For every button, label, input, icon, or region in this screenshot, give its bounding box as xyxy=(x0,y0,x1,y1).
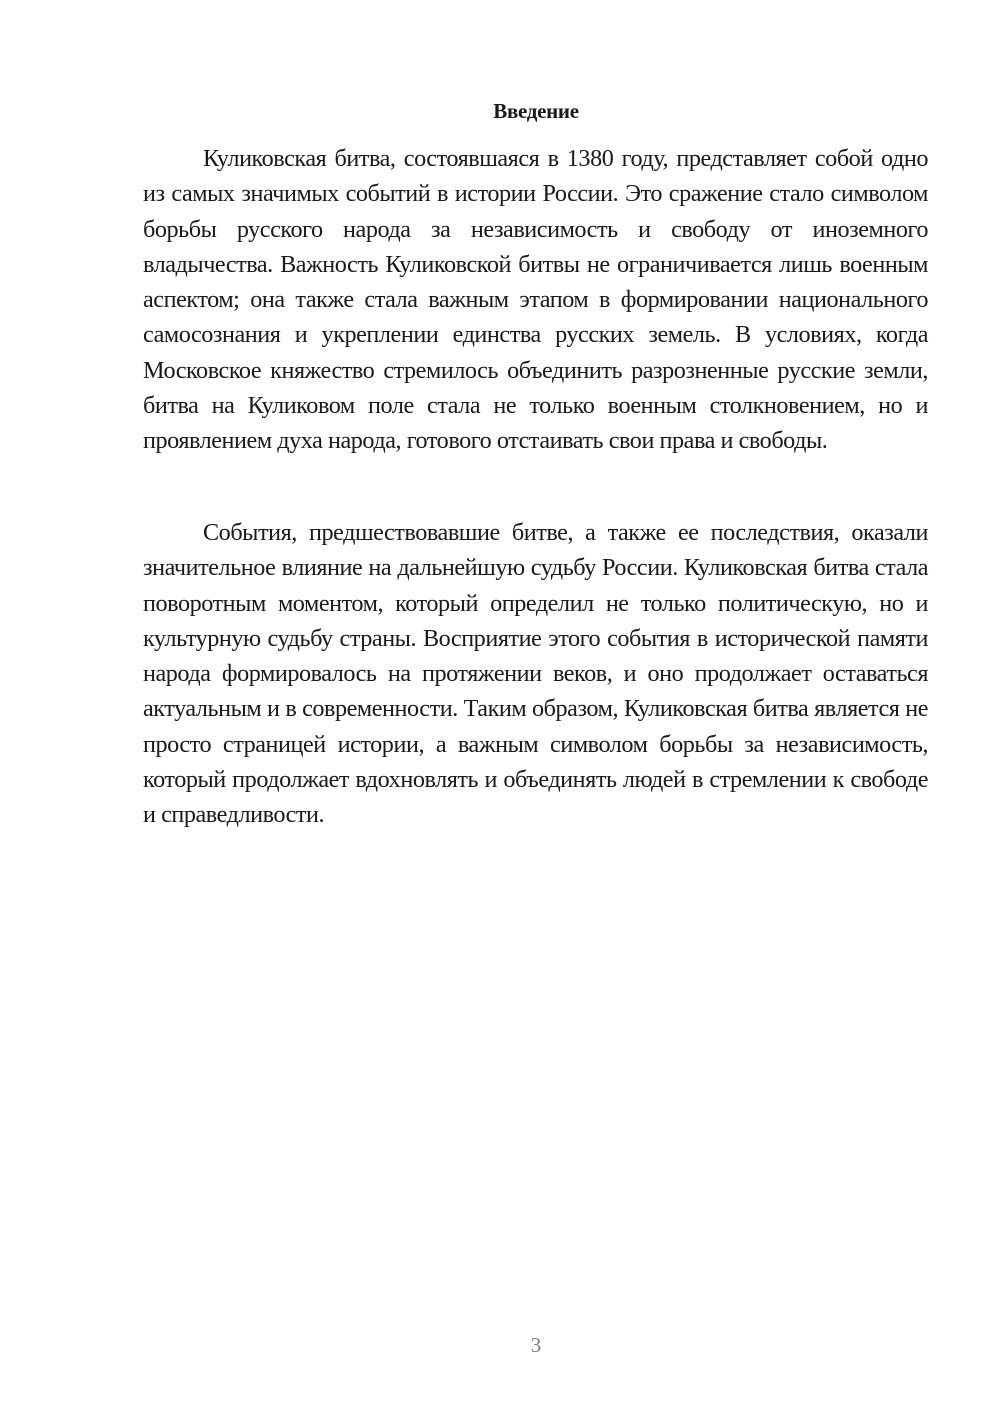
paragraph-2-container xyxy=(143,515,928,833)
paragraph-1-container xyxy=(143,141,928,459)
page-number: 3 xyxy=(530,1333,542,1357)
paragraph: Куликовская битва, состоявшаяся в 1380 году, представляет собой одно из самых значимых событий в истории России. Это сражение стало символом борьбы русского народа за независимость и свободу от иноземного владычества. Важность Куликовской битвы не ограничивается лишь военным аспектом; она также стала важным этапом в формировании национального самосознания и укреплении единства русских земель. В условиях, когда Московское княжество стремилось объединить разрозненные русские земли, битва на Куликовом поле стала не только военным столкновением, но и проявлением духа народа, готового отстаивать свои права и свободы. xyxy=(143,145,928,455)
paragraph: События, предшествовавшие битве, а также ее последствия, оказали значительное влияние на дальнейшую судьбу России. Куликовская битва стала поворотным моментом, который определил не только политическую, но и культурную судьбу страны. Восприятие этого события в исторической памяти народа формировалось на протяжении веков, и оно продолжает оставаться актуальным и в современности. Таким образом, Куликовская битва является не просто страницей истории, а важным символом борьбы за независимость, который продолжает вдохновлять и объединять людей в стремлении к свободе и справедливости. xyxy=(143,519,928,829)
section-title: Введение xyxy=(493,99,579,123)
